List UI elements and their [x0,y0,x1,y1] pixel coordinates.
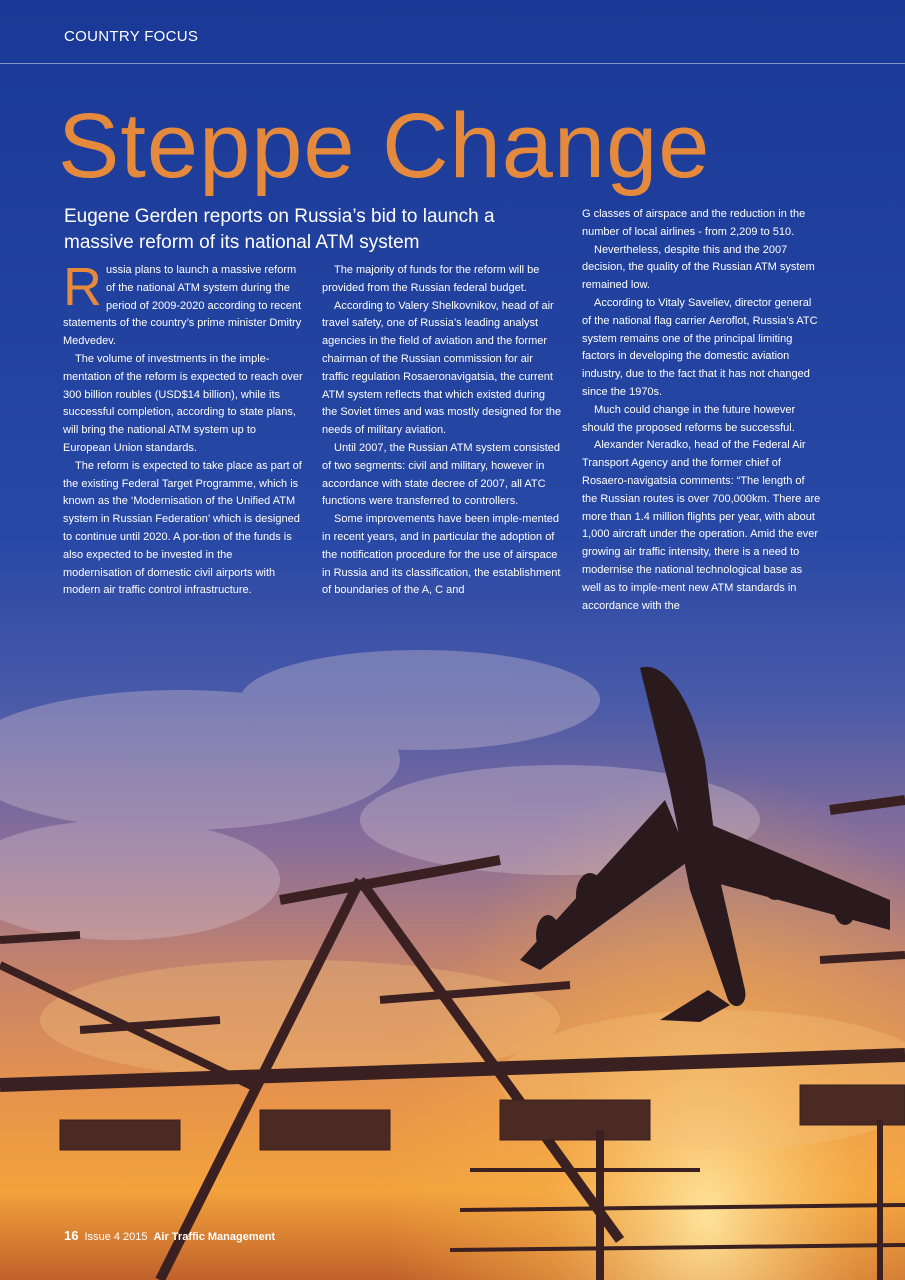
issue-label: Issue 4 2015 [84,1231,148,1243]
body-paragraph: Much could change in the future however should the proposed reforms be successful. [582,403,796,434]
article-column-1 [63,257,303,600]
article-standfirst: Eugene Gerden reports on Russia’s bid to launch a massive reform of its national ATM system [64,206,495,253]
body-paragraph: According to Valery Shelkovnikov, head of air travel safety, one of Russia’s leading analyst agencies in the field of aviation and the former chairman of the Russian commission for air traffic regulation Rosaeronavigatsia, the current ATM system reflects that which existed during the Soviet times and was mostly designed for the needs of military aviation. [322,299,562,437]
magazine-name: Air Traffic Management [153,1231,276,1243]
body-paragraph: The majority of funds for the reform will be provided from the Russian federal budget. [322,264,540,294]
body-paragraph: Alexander Neradko, head of the Federal Air Transport Agency and the former chief of Rosaero-navigatsia comments: “The length of the Russian routes is over 700,000km. There are more than 1.4 million flights per year, with about 1,000 aircraft under the operation. Amid the ever growing air traffic intensity, there is a need to modernise the national technological base as well as to imple-ment new ATM standards in accordance with the [582,439,821,612]
body-paragraph: Until 2007, the Russian ATM system consisted of two segments: civil and military, however in accordance with state decree of 2007, all ATC functions were transferred to controllers. [322,441,561,508]
body-paragraph: G classes of airspace and the reduction in the number of local airlines - from 2,209 to 510. [582,208,806,238]
body-paragraph: According to Vitaly Saveliev, director general of the national flag carrier Aeroflot, Russia’s ATC system remains one of the principal limiting factors in developing the domestic aviation industry, due to the fact that it has not changed since the 1970s. [582,296,818,398]
body-paragraph: Nevertheless, despite this and the 2007 decision, the quality of the Russian ATM system remained low. [582,243,815,292]
page-number: 16 [64,1228,79,1243]
drop-cap: R [63,257,102,317]
article-headline: Steppe Change [58,95,711,197]
header-rule [0,63,905,64]
article-column-3 [582,206,822,615]
body-paragraph: Russia plans to launch a massive reform of the national ATM system during the period of 2009-2020 according to recent statements of the country’s prime minister Dmitry Medvedev. [63,257,302,348]
body-paragraph: Some improvements have been imple-mented in recent years, and in particular the adoption of the notification procedure for the use of airspace in Russia and its classification, the establishment of boundaries of the A, C and [322,513,561,597]
section-label: COUNTRY FOCUS [64,28,199,45]
page-footer [64,1228,275,1243]
body-paragraph: The volume of investments in the imple-mentation of the reform is expected to reach over 300 billion roubles (USD$14 billion), while its successful completion, according to state plans, will bring the national ATM system up to European Union standards. [63,352,303,454]
article-column-2 [322,262,562,600]
body-paragraph: The reform is expected to take place as part of the existing Federal Target Programme, which is known as the ‘Modernisation of the Unified ATM system in Russian Federation’ which is designed to continue until 2020. A por-tion of the funds is also expected to be invested in the modernisation of domestic civil airports with modern air traffic control infrastructure. [63,459,302,597]
